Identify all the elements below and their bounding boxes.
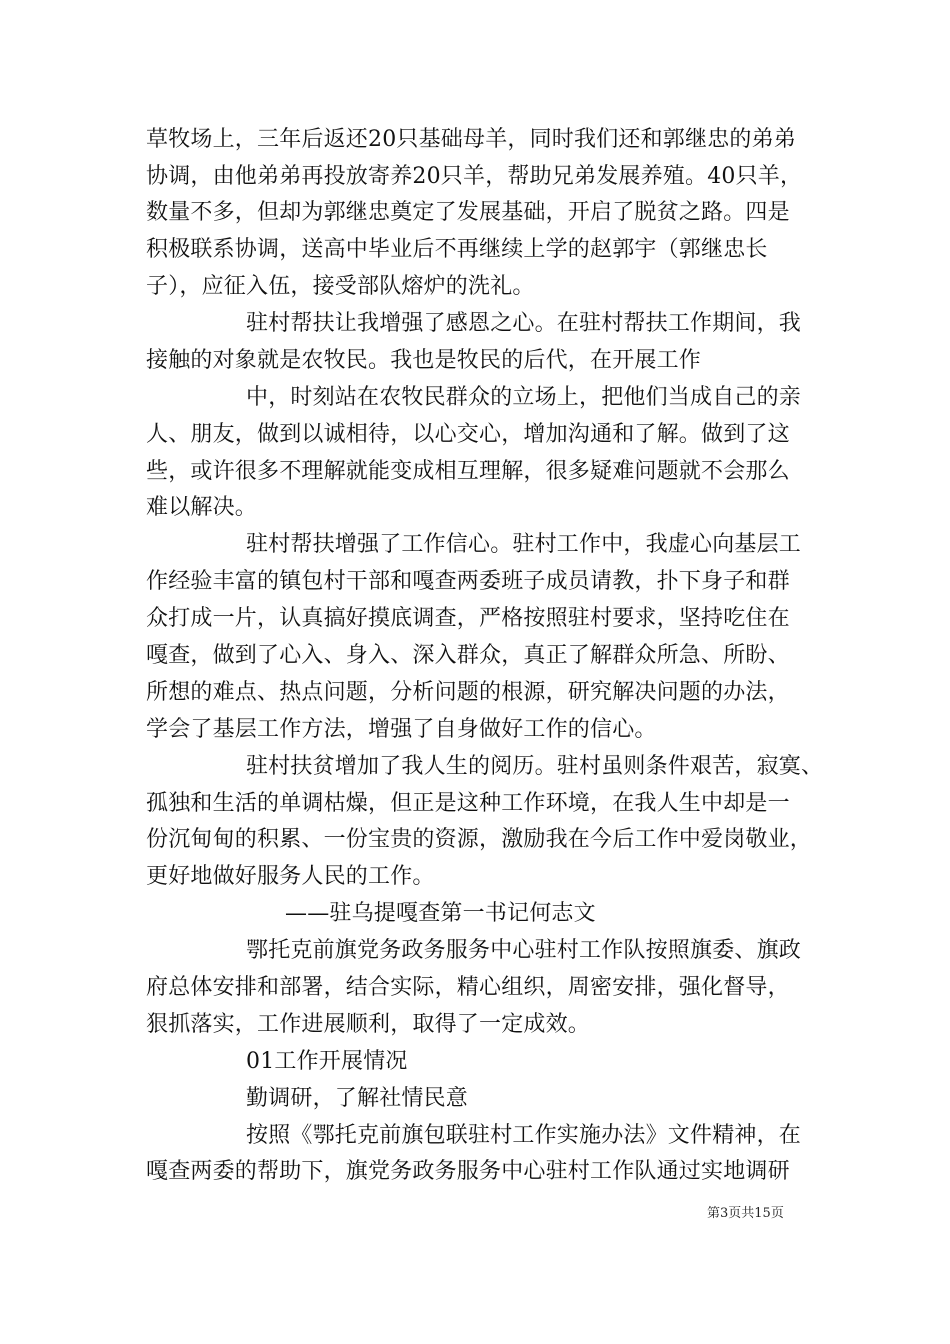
text-line: 府总体安排和部署，结合实际，精心组织，周密安排，强化督导， xyxy=(146,975,790,1000)
text-line: 嘎查两委的帮助下，旗党务政务服务中心驻村工作队通过实地调研 xyxy=(146,1159,790,1184)
text-line: 所想的难点、热点问题，分析问题的根源，研究解决问题的办法， xyxy=(146,680,790,705)
text-line: 草牧场上，三年后返还20只基础母羊，同时我们还和郭继忠的弟弟 xyxy=(146,127,796,152)
text-line: 学会了基层工作方法，增强了自身做好工作的信心。 xyxy=(146,717,657,742)
text-line: 中，时刻站在农牧民群众的立场上，把他们当成自己的亲 xyxy=(246,385,802,410)
text-line: 嘎查，做到了心入、身入、深入群众，真正了解群众所急、所盼、 xyxy=(146,643,790,668)
paragraph-first-line: 驻村帮扶让我增强了感恩之心。在驻村帮扶工作期间，我 xyxy=(246,311,802,336)
text-line: 难以解决。 xyxy=(146,495,258,520)
text-line: 孤独和生活的单调枯燥，但正是这种工作环境，在我人生中却是一 xyxy=(146,791,790,816)
text-line: 更好地做好服务人民的工作。 xyxy=(146,864,435,889)
text-line: 些，或许很多不理解就能变成相互理解，很多疑难问题就不会那么 xyxy=(146,459,790,484)
paragraph-first-line: 鄂托克前旗党务政务服务中心驻村工作队按照旗委、旗政 xyxy=(246,938,802,963)
subsection-heading: 勤调研，了解社情民意 xyxy=(246,1086,469,1111)
paragraph-first-line: 按照《鄂托克前旗包联驻村工作实施办法》文件精神，在 xyxy=(246,1123,802,1148)
text-line: 份沉甸甸的积累、一份宝贵的资源，激励我在今后工作中爱岗敬业， xyxy=(146,827,813,852)
text-line: 狠抓落实，工作进展顺利，取得了一定成效。 xyxy=(146,1012,591,1037)
section-heading: 01工作开展情况 xyxy=(246,1049,408,1074)
text-line: 积极联系协调，送高中毕业后不再继续上学的赵郭宇（郭继忠长 xyxy=(146,237,768,262)
text-line: 众打成一片，认真搞好摸底调查，严格按照驻村要求，坚持吃住在 xyxy=(146,606,790,631)
paragraph-first-line: 驻村帮扶增强了工作信心。驻村工作中，我虚心向基层工 xyxy=(246,532,802,557)
text-line: 数量不多，但却为郭继忠奠定了发展基础，开启了脱贫之路。四是 xyxy=(146,200,790,225)
text-line: 人、朋友，做到以诚相待，以心交心，增加沟通和了解。做到了这 xyxy=(146,422,790,447)
text-line: 作经验丰富的镇包村干部和嘎查两委班子成员请教，扑下身子和群 xyxy=(146,569,790,594)
page-number-footer: 第3页共15页 xyxy=(707,1206,784,1221)
text-line: 协调，由他弟弟再投放寄养20只羊，帮助兄弟发展养殖。40只羊， xyxy=(146,164,803,189)
author-signature: ——驻乌提嘎查第一书记何志文 xyxy=(285,901,596,926)
paragraph-first-line: 驻村扶贫增加了我人生的阅历。驻村虽则条件艰苦，寂寞、 xyxy=(246,754,824,779)
text-line: 接触的对象就是农牧民。我也是牧民的后代，在开展工作 xyxy=(146,348,702,373)
text-line: 子），应征入伍，接受部队熔炉的洗礼。 xyxy=(146,274,535,299)
